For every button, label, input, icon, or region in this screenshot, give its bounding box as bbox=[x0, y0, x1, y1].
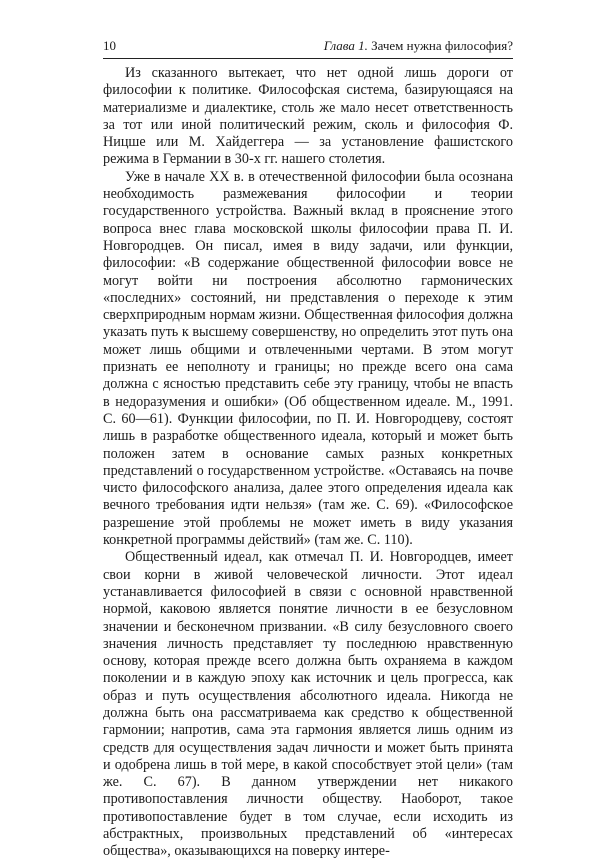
page-number: 10 bbox=[103, 38, 116, 53]
body-text bbox=[103, 65, 513, 861]
paragraph-2: Уже в начале XX в. в отечественной философии была осознана необходимость размежевания философии и теории государственного устройства. Важный вклад в прояснение этого вопроса внес глава московской школы философии права П. И. Новгородцев. Он писал, имея в виду задачи, или функции, философии: «В содержание общественной философии вовсе не могут войти ни построения абсолютно гармонических «последних» состояний, ни представления о переходе к этим сверхприродным нормам жизни. Общественная философия должна указать путь к высшему совершенству, но определить этот путь она может лишь общими и отвлеченными чертами. В этом могут признать ее неполноту и границы; но прежде всего она сама должна с ясностью представить себе эту границу, чтобы не впасть в недоразумения и ошибки» (Об общественном идеале. М., 1991. С. 60—61). Функции философии, по П. И. Новгородцеву, состоят лишь в разработке общественного идеала, который и может быть положен затем в основание самых разных конкретных представлений о государственном устройстве. «Оставаясь на почве чисто философского анализа, далее этого определения идеала как вечного требования идти нельзя» (там же. С. 69). «Философское разрешение этой проблемы не может иметь в виду указания конкретной программы действий» (там же. С. 110). bbox=[103, 168, 513, 549]
chapter-label: Глава 1. bbox=[323, 38, 368, 53]
running-title bbox=[324, 36, 513, 56]
running-header bbox=[103, 36, 513, 56]
header-rule bbox=[103, 58, 513, 59]
paragraph-1: Из сказанного вытекает, что нет одной лишь дороги от философии к политике. Философская система, базирующаяся на материализме и диалектике, столь же мало несет ответственность за тот или иной политический режим, сколь и философия Ф. Ницше или М. Хайдеггера — за установление фашистского режима в Германии в 30-х гг. нашего столетия. bbox=[103, 65, 513, 168]
paragraph-3: Общественный идеал, как отмечал П. И. Новгородцев, имеет свои корни в живой человеческой личности. Этот идеал устанавливается философией в связи с основной нравственной нормой, каковою является понятие личности в ее безусловном значении и бесконечном призвании. «В силу безусловного своего значения личность представляет ту последнюю нравственную основу, которая прежде всего должна быть охраняема в каждом поколении и в каждую эпоху как источник и цель прогресса, как образ и путь осуществления абсолютного идеала. Никогда не должна быть она рассматриваема как средство к общественной гармонии; напротив, сама эта гармония является лишь одним из средств для осуществления задач личности и может быть принята и одобрена лишь в той мере, в какой способствует этой цели» (там же. С. 67). В данном утверждении нет никакого противопоставления личности обществу. Наоборот, такое противопоставление будет в том случае, если исходить из абстрактных, произвольных представлений об «интересах общества», оказывающихся на поверку интере- bbox=[103, 549, 513, 860]
chapter-title: Зачем нужна философия? bbox=[371, 38, 513, 53]
